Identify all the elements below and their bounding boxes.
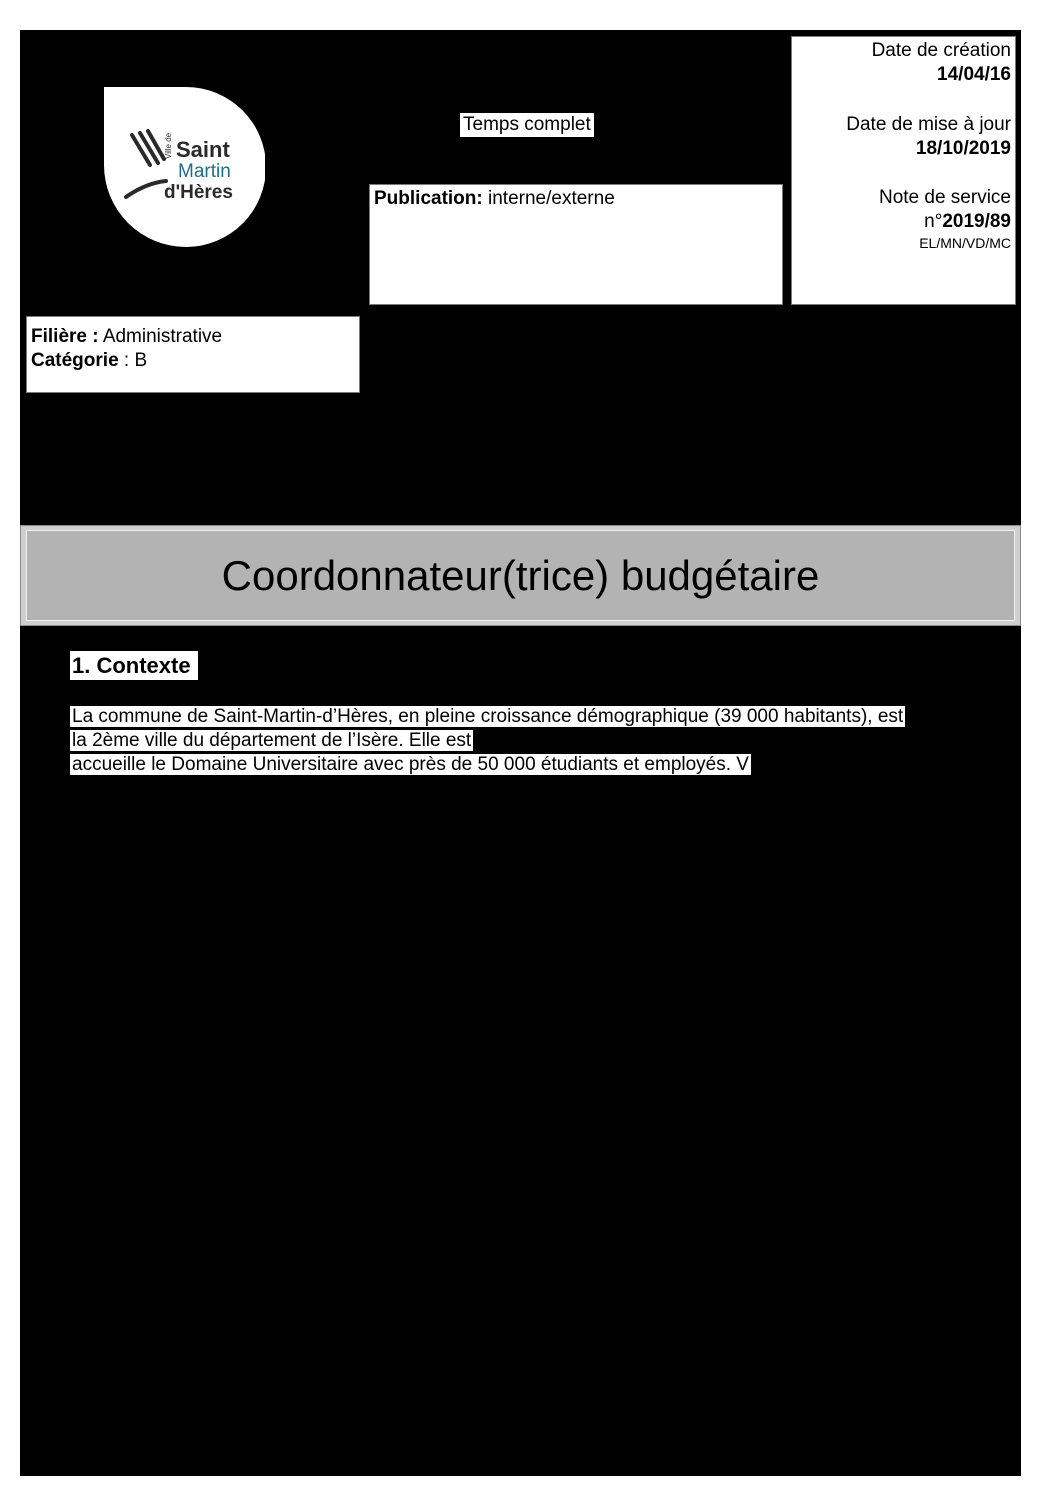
context-line-1: La commune de Saint-Martin-d’Hères, en pleine croissance démographique (39 000 habitants), est — [72, 706, 904, 727]
section-heading-contexte: 1. Contexte — [70, 651, 198, 680]
creation-date: 14/04/16 — [937, 64, 1011, 85]
service-note-prefix: n° — [924, 211, 943, 232]
job-title: Coordonnateur(trice) budgétaire — [26, 530, 1015, 621]
author-initials: EL/MN/VD/MC — [919, 235, 1011, 251]
schedule-label: Temps complet — [460, 113, 594, 137]
city-logo-graphic — [104, 87, 265, 247]
context-paragraph — [70, 705, 1030, 777]
logo-text-saint: Saint — [176, 137, 230, 162]
service-note-number-line — [792, 210, 1011, 234]
document-meta-box — [791, 36, 1016, 305]
publication-box — [369, 184, 783, 305]
publication-label: Publication: — [374, 188, 483, 209]
publication-value: interne/externe — [488, 188, 615, 209]
job-title-band — [20, 525, 1021, 626]
filiere-label: Filière : — [31, 326, 99, 347]
update-date: 18/10/2019 — [915, 138, 1011, 159]
creation-date-label: Date de création — [871, 40, 1011, 61]
logo-text-heres: d'Hères — [164, 182, 233, 203]
logo-text-martin: Martin — [178, 161, 231, 182]
update-date-label: Date de mise à jour — [846, 114, 1011, 135]
context-line-2: la 2ème ville du département de l’Isère. Elle est — [72, 730, 472, 751]
categorie-label: Catégorie — [31, 350, 119, 371]
categorie-value: : B — [123, 350, 148, 371]
city-logo — [104, 87, 265, 247]
service-note-label: Note de service — [878, 187, 1011, 208]
filiere-box — [26, 316, 360, 393]
logo-text-ville-de: Ville de — [164, 132, 173, 159]
filiere-value: Administrative — [102, 326, 223, 347]
context-line-3: accueille le Domaine Universitaire avec près de 50 000 étudiants et employés. V — [72, 754, 749, 775]
service-note-number: 2019/89 — [942, 211, 1011, 232]
